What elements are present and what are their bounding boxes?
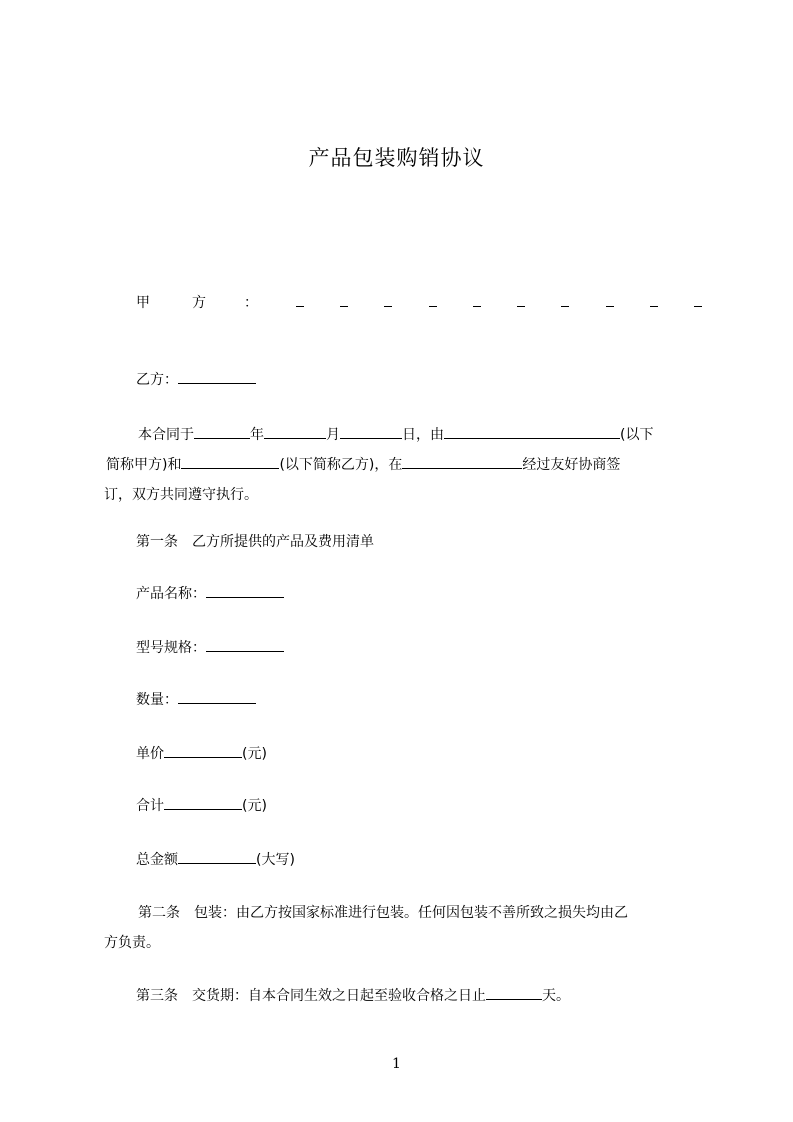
party-a-blank — [296, 288, 702, 312]
article-2: 第二条 包装：由乙方按国家标准进行包装。任何因包装不善所致之损失均由乙 方负责。 — [104, 905, 628, 951]
party-a-label-2: 方 — [192, 295, 206, 311]
party-b-line — [104, 366, 702, 394]
year-blank — [194, 422, 250, 439]
subtotal-line: 合计 (元) — [104, 792, 702, 820]
quantity-blank — [178, 687, 256, 704]
party-a-colon: ： — [244, 295, 258, 311]
total-blank — [178, 847, 256, 864]
party-b-name-blank — [181, 452, 279, 469]
product-name-line: 产品名称： — [104, 580, 702, 608]
product-name-blank — [206, 581, 284, 598]
party-b-blank — [178, 367, 256, 384]
page-number: 1 — [392, 1056, 401, 1072]
article-1-heading: 第一条 乙方所提供的产品及费用清单 — [136, 534, 374, 550]
document-title: 产品包装购销协议 — [308, 146, 485, 170]
unit-price-blank — [164, 741, 242, 758]
subtotal-blank — [164, 793, 242, 810]
party-a-name-blank — [444, 422, 620, 439]
total-line: 总金额 (大写) — [104, 846, 702, 874]
party-b-label: 乙方： — [136, 372, 178, 388]
intro-paragraph: 本合同于 年 月 日，由 (以下 简称甲方)和 (以下简称乙方)，在 经过友好协商签 订，双方共同遵守执行。 — [104, 420, 702, 510]
quantity-line: 数量： — [104, 686, 702, 714]
party-a-label-1: 甲 — [136, 295, 150, 311]
month-blank — [264, 422, 326, 439]
model-line: 型号规格： — [104, 634, 702, 662]
place-blank — [402, 452, 522, 469]
model-blank — [206, 635, 284, 652]
unit-price-line: 单价 (元) — [104, 740, 702, 768]
party-a-line — [104, 288, 702, 316]
day-blank — [340, 422, 402, 439]
delivery-days-blank — [486, 983, 542, 1000]
article-3: 第三条 交货期：自本合同生效之日起至验收合格之日止 天。 — [104, 982, 702, 1010]
